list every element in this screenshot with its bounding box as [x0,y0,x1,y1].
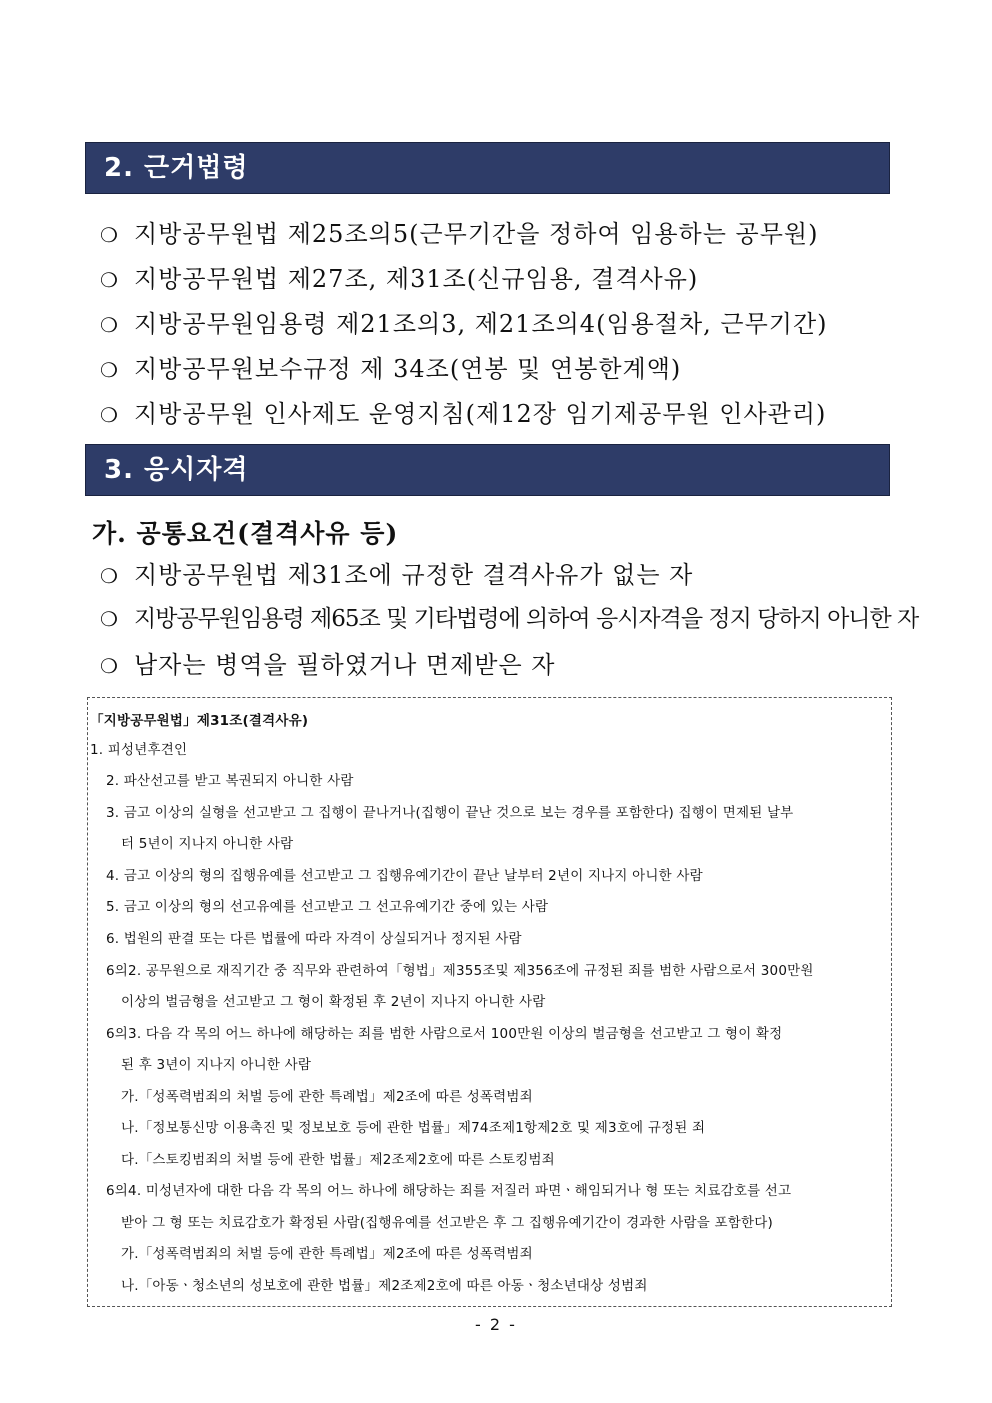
circle-bullet-icon: ❍ [100,654,119,678]
section-2-header: 2. 근거법령 [85,142,890,194]
law-excerpt-line: 6의4. 미성년자에 대한 다음 각 목의 어느 하나에 해당하는 죄를 저질러 파면ㆍ해임되거나 형 또는 치료감호를 선고 [106,1183,792,1199]
law-excerpt-line: 2. 파산선고를 받고 복권되지 아니한 사람 [106,773,354,789]
section-3-subheading: 가. 공통요건(결격사유 등) [92,519,399,548]
law-excerpt-title: 「지방공무원법」제31조(결격사유) [90,713,309,729]
law-excerpt-line: 4. 금고 이상의 형의 집행유예를 선고받고 그 집행유예기간이 끝난 날부터 2년이 지나지 아니한 사람 [106,868,703,884]
section-3-item-text: 지방공무원법 제31조에 규정한 결격사유가 없는 자 [134,561,694,589]
law-excerpt-line: 된 후 3년이 지나지 아니한 사람 [121,1057,312,1073]
law-excerpt-line: 가.「성폭력범죄의 처벌 등에 관한 특례법」제2조에 따른 성폭력범죄 [121,1246,533,1262]
law-excerpt-line: 받아 그 형 또는 치료감호가 확정된 사람(집행유예를 선고받은 후 그 집행유예기간이 경과한 사람을 포함한다) [121,1215,773,1231]
circle-bullet-icon: ❍ [100,268,119,292]
circle-bullet-icon: ❍ [100,313,119,337]
law-excerpt-line: 6의3. 다음 각 목의 어느 하나에 해당하는 죄를 범한 사람으로서 100만원 이상의 벌금형을 선고받고 그 형이 확정 [106,1026,783,1042]
section-2-item-text: 지방공무원 인사제도 운영지침(제12장 임기제공무원 인사관리) [134,400,827,428]
circle-bullet-icon: ❍ [100,223,119,247]
circle-bullet-icon: ❍ [100,607,117,631]
law-excerpt-line: 나.「정보통신망 이용촉진 및 정보보호 등에 관한 법률」제74조제1항제2호 및 제3호에 규정된 죄 [121,1120,706,1136]
law-excerpt-line: 3. 금고 이상의 실형을 선고받고 그 집행이 끝나거나(집행이 끝난 것으로 보는 경우를 포함한다) 집행이 면제된 날부 [106,805,794,821]
section-2-item-text: 지방공무원보수규정 제 34조(연봉 및 연봉한계액) [134,355,682,383]
section-2-item [100,304,932,339]
section-3-header: 3. 응시자격 [85,444,890,496]
circle-bullet-icon: ❍ [100,358,119,382]
law-excerpt-line: 5. 금고 이상의 형의 선고유예를 선고받고 그 선고유예기간 중에 있는 사람 [106,899,549,915]
section-3-item-text: 남자는 병역을 필하였거나 면제받은 자 [134,651,556,679]
section-2-item [100,349,932,384]
page-number: - 2 - [475,1315,517,1334]
section-2-item-text: 지방공무원법 제27조, 제31조(신규임용, 결격사유) [134,265,699,293]
law-excerpt-line: 다.「스토킹범죄의 처벌 등에 관한 법률」제2조제2호에 따른 스토킹범죄 [121,1152,555,1168]
section-3-item [100,555,932,590]
section-3-item-text: 지방공무원임용령 제65조 및 기타법령에 의하여 응시자격을 정지 당하지 아니한 자 [134,606,919,632]
section-3-item [100,645,932,680]
section-2-item-text: 지방공무원임용령 제21조의3, 제21조의4(임용절차, 근무기간) [134,310,828,338]
law-excerpt-line: 6의2. 공무원으로 재직기간 중 직무와 관련하여「형법」제355조및 제356조에 규정된 죄를 범한 사람으로서 300만원 [106,963,814,979]
law-excerpt-line: 나.「아동ㆍ청소년의 성보호에 관한 법률」제2조제2호에 따른 아동ㆍ청소년대상 성범죄 [121,1278,648,1294]
section-3-item [100,600,932,633]
law-excerpt-box [87,697,892,1307]
law-excerpt-line: 이상의 벌금형을 선고받고 그 형이 확정된 후 2년이 지나지 아니한 사람 [121,994,546,1010]
section-2-item [100,394,932,429]
circle-bullet-icon: ❍ [100,564,119,588]
law-excerpt-line: 1. 피성년후견인 [90,742,188,758]
section-2-item-text: 지방공무원법 제25조의5(근무기간을 정하여 임용하는 공무원) [134,220,819,248]
section-2-item [100,214,932,249]
section-2-item [100,259,932,294]
law-excerpt-line: 터 5년이 지나지 아니한 사람 [121,836,294,852]
law-excerpt-line: 6. 법원의 판결 또는 다른 법률에 따라 자격이 상실되거나 정지된 사람 [106,931,522,947]
law-excerpt-line: 가.「성폭력범죄의 처벌 등에 관한 특례법」제2조에 따른 성폭력범죄 [121,1089,533,1105]
circle-bullet-icon: ❍ [100,403,119,427]
